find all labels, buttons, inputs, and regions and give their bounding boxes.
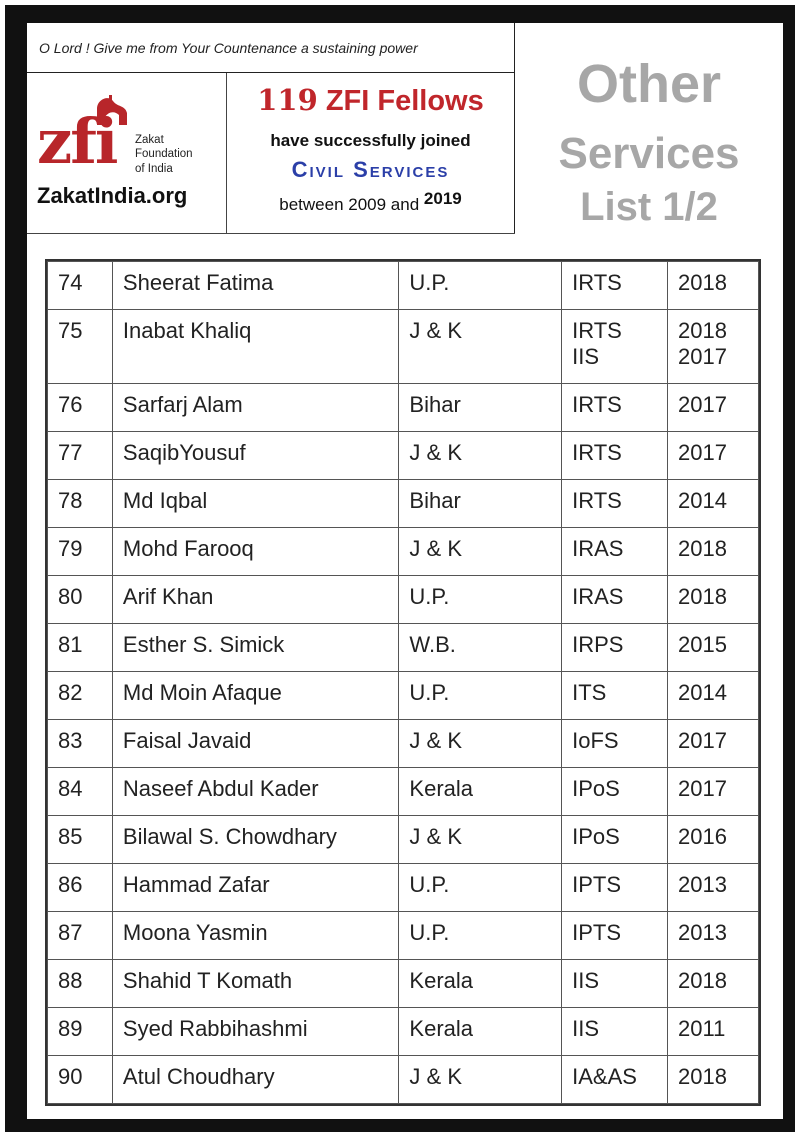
year-cell [668, 960, 759, 1008]
year-cell [668, 624, 759, 672]
name-cell-text: Faisal Javaid [122, 728, 252, 753]
year-cell [668, 864, 759, 912]
year-cell [668, 816, 759, 864]
serial-number-cell [48, 1056, 113, 1104]
service-cell-text: IRPS [572, 632, 624, 657]
year-cell-text: 2016 [678, 824, 727, 849]
year-cell [668, 310, 759, 384]
year-cell-text: 2018 [678, 584, 727, 609]
state-cell [399, 816, 562, 864]
table-row [48, 528, 759, 576]
serial-number-cell-text: 87 [58, 920, 83, 945]
serial-number-cell-text: 82 [58, 680, 83, 705]
name-cell-text: Md Iqbal [122, 488, 208, 513]
table-body [48, 262, 759, 1104]
state-cell [399, 672, 562, 720]
state-cell-text: J & K [409, 318, 462, 343]
state-cell-text: Kerala [409, 776, 474, 801]
name-cell-text: Naseef Abdul Kader [122, 776, 319, 801]
service-cell-text: IoFS [572, 728, 619, 753]
year-cell-text: 2018 [678, 1064, 727, 1089]
serial-number-cell [48, 384, 113, 432]
year-cell [668, 912, 759, 960]
serial-number-cell [48, 624, 113, 672]
title-line-1: Other [576, 54, 722, 114]
name-cell [112, 624, 399, 672]
table-row [48, 1008, 759, 1056]
service-cell-text: ITS [572, 680, 607, 705]
year-cell-text: 2013 [678, 920, 727, 945]
serial-number-cell-text: 85 [58, 824, 83, 849]
table-row [48, 310, 759, 384]
service-cell [562, 816, 668, 864]
state-cell-text: Bihar [409, 488, 461, 513]
service-cell-text: IIS [572, 968, 600, 993]
service-cell [562, 576, 668, 624]
serial-number-cell [48, 960, 113, 1008]
quote-banner [27, 23, 515, 73]
table-row [48, 768, 759, 816]
state-cell-text: J & K [409, 1064, 462, 1089]
serial-number-cell-text: 75 [58, 318, 83, 343]
state-cell [399, 768, 562, 816]
service-cell [562, 310, 668, 384]
name-cell [112, 768, 399, 816]
state-cell [399, 262, 562, 310]
zfi-logo-block [27, 73, 227, 233]
name-cell [112, 1008, 399, 1056]
service-cell [562, 912, 668, 960]
fellows-headline [227, 83, 514, 118]
between-text: between 2009 and [279, 195, 420, 214]
service-cell [562, 960, 668, 1008]
state-cell-text: J & K [409, 728, 462, 753]
serial-number-cell [48, 528, 113, 576]
fellows-info [227, 73, 515, 233]
table-row [48, 816, 759, 864]
year-cell-text: 2017 [678, 440, 727, 465]
service-cell-text: IRAS [572, 536, 624, 561]
serial-number-cell-text: 81 [58, 632, 83, 657]
state-cell [399, 1008, 562, 1056]
state-cell-text: U.P. [409, 584, 450, 609]
name-cell [112, 576, 399, 624]
name-cell [112, 1056, 399, 1104]
website-text: ZakatIndia.org [37, 183, 188, 208]
state-cell [399, 912, 562, 960]
state-cell [399, 864, 562, 912]
serial-number-cell [48, 310, 113, 384]
state-cell-text: U.P. [409, 872, 450, 897]
year-cell-text: 2017 [678, 728, 727, 753]
state-cell [399, 384, 562, 432]
year-cell-text-2: 2017 [678, 344, 727, 369]
name-cell [112, 528, 399, 576]
year-cell [668, 432, 759, 480]
name-cell-text: Bilawal S. Chowdhary [122, 824, 337, 849]
state-cell [399, 432, 562, 480]
serial-number-cell-text: 88 [58, 968, 83, 993]
service-cell-text: IA&AS [572, 1064, 637, 1089]
state-cell-text: J & K [409, 440, 462, 465]
name-cell [112, 720, 399, 768]
year-cell [668, 262, 759, 310]
year-cell-text: 2018 [678, 968, 727, 993]
year-cell [668, 1056, 759, 1104]
service-cell [562, 1008, 668, 1056]
state-cell-text: J & K [409, 536, 462, 561]
table-row [48, 912, 759, 960]
name-cell-text: Inabat Khaliq [122, 318, 252, 343]
name-cell-text: Sheerat Fatima [122, 270, 274, 295]
org-name-line: of India [135, 162, 173, 175]
service-cell-text: IRTS [572, 270, 622, 295]
poster-content [27, 23, 783, 1119]
state-cell-text: W.B. [409, 632, 456, 657]
name-cell-text: Moona Yasmin [122, 920, 268, 945]
org-name [135, 133, 193, 176]
state-cell [399, 720, 562, 768]
quote-text: O Lord ! Give me from Your Countenance a sustaining power [39, 39, 418, 56]
serial-number-cell-text: 86 [58, 872, 83, 897]
service-cell-text: IIS [572, 1016, 600, 1041]
table-row [48, 480, 759, 528]
state-cell-text: Kerala [409, 1016, 474, 1041]
name-cell-text: Esther S. Simick [122, 632, 285, 657]
service-cell-text: IRAS [572, 584, 624, 609]
joined-text: have successfully joined [270, 131, 471, 150]
serial-number-cell-text: 80 [58, 584, 83, 609]
service-cell [562, 1056, 668, 1104]
zfi-logo-text: zfi [37, 105, 117, 178]
service-cell [562, 384, 668, 432]
name-cell [112, 960, 399, 1008]
serial-number-cell-text: 74 [58, 270, 83, 295]
service-cell-text: IRTS [572, 318, 622, 343]
name-cell [112, 816, 399, 864]
state-cell [399, 576, 562, 624]
service-cell [562, 528, 668, 576]
serial-number-cell [48, 672, 113, 720]
year-cell-text: 2013 [678, 872, 727, 897]
name-cell [112, 432, 399, 480]
serial-number-cell [48, 816, 113, 864]
state-cell-text: J & K [409, 824, 462, 849]
service-cell [562, 864, 668, 912]
poster-frame [5, 5, 795, 1132]
service-cell-text-2: IIS [572, 344, 600, 369]
year-cell-text: 2017 [678, 392, 727, 417]
serial-number-cell-text: 77 [58, 440, 83, 465]
serial-number-cell [48, 576, 113, 624]
serial-number-cell-text: 90 [58, 1064, 83, 1089]
period-text [227, 189, 514, 215]
serial-number-cell [48, 864, 113, 912]
table-row [48, 720, 759, 768]
serial-number-cell [48, 480, 113, 528]
org-name-line: Foundation [135, 148, 193, 161]
table-row [48, 384, 759, 432]
state-cell [399, 960, 562, 1008]
name-cell [112, 310, 399, 384]
name-cell-text: Sarfarj Alam [122, 392, 243, 417]
service-cell [562, 672, 668, 720]
year-cell [668, 768, 759, 816]
year-cell-text: 2014 [678, 680, 727, 705]
service-cell-text: IPTS [572, 872, 622, 897]
name-cell-text: Shahid T Komath [122, 968, 293, 993]
year-cell-text: 2018 [678, 536, 727, 561]
fellows-table [45, 259, 761, 1106]
service-cell [562, 262, 668, 310]
service-cell [562, 432, 668, 480]
serial-number-cell [48, 1008, 113, 1056]
name-cell-text: SaqibYousuf [122, 440, 246, 465]
service-cell [562, 720, 668, 768]
state-cell [399, 528, 562, 576]
serial-number-cell [48, 262, 113, 310]
name-cell-text: Mohd Farooq [122, 536, 254, 561]
civil-services-text: Civil Services [291, 157, 450, 182]
serial-number-cell [48, 912, 113, 960]
name-cell [112, 384, 399, 432]
state-cell-text: Bihar [409, 392, 461, 417]
name-cell [112, 480, 399, 528]
service-cell-text: IPTS [572, 920, 622, 945]
year-cell [668, 480, 759, 528]
state-cell [399, 310, 562, 384]
table-row [48, 864, 759, 912]
serial-number-cell [48, 768, 113, 816]
table-row [48, 672, 759, 720]
table-row [48, 960, 759, 1008]
year-cell [668, 528, 759, 576]
service-cell [562, 480, 668, 528]
fellows-label: ZFI Fellows [325, 85, 484, 117]
service-cell-text: IRTS [572, 488, 622, 513]
state-cell-text: Kerala [409, 968, 474, 993]
year-cell [668, 1008, 759, 1056]
state-cell [399, 1056, 562, 1104]
state-cell-text: U.P. [409, 270, 450, 295]
year-cell [668, 576, 759, 624]
year-cell-text: 2015 [678, 632, 727, 657]
name-cell [112, 864, 399, 912]
name-cell-text: Arif Khan [122, 584, 214, 609]
title-line-2: Services [558, 129, 740, 178]
year-cell-text: 2018 [678, 270, 727, 295]
name-cell-text: Syed Rabbihashmi [122, 1016, 308, 1041]
serial-number-cell-text: 84 [58, 776, 83, 801]
name-cell-text: Hammad Zafar [122, 872, 270, 897]
service-cell-text: IRTS [572, 392, 622, 417]
year-cell [668, 384, 759, 432]
fellows-count: 119 [257, 83, 318, 117]
year-cell-text: 2011 [678, 1016, 726, 1041]
name-cell-text: Atul Choudhary [122, 1064, 275, 1089]
serial-number-cell-text: 89 [58, 1016, 83, 1041]
state-cell [399, 624, 562, 672]
table-row [48, 624, 759, 672]
year-cell-text: 2018 [678, 318, 727, 343]
service-cell [562, 624, 668, 672]
year-cell-text: 2014 [678, 488, 727, 513]
serial-number-cell [48, 720, 113, 768]
year-cell [668, 672, 759, 720]
service-cell [562, 768, 668, 816]
name-cell [112, 912, 399, 960]
table-row [48, 576, 759, 624]
name-cell-text: Md Moin Afaque [122, 680, 282, 705]
state-cell [399, 480, 562, 528]
table-row [48, 262, 759, 310]
service-cell-text: IPoS [572, 776, 620, 801]
table-row [48, 1056, 759, 1104]
table-row [48, 432, 759, 480]
serial-number-cell-text: 76 [58, 392, 83, 417]
org-name-line: Zakat [135, 134, 164, 146]
title-line-3: List 1/2 [580, 185, 718, 229]
list-title [515, 23, 783, 245]
serial-number-cell-text: 83 [58, 728, 83, 753]
name-cell [112, 672, 399, 720]
state-cell-text: U.P. [409, 920, 450, 945]
year-cell [668, 720, 759, 768]
service-cell-text: IPoS [572, 824, 620, 849]
end-year: 2019 [423, 189, 462, 208]
name-cell [112, 262, 399, 310]
serial-number-cell [48, 432, 113, 480]
year-cell-text: 2017 [678, 776, 727, 801]
header-divider [27, 233, 515, 234]
serial-number-cell-text: 78 [58, 488, 83, 513]
service-cell-text: IRTS [572, 440, 622, 465]
serial-number-cell-text: 79 [58, 536, 83, 561]
state-cell-text: U.P. [409, 680, 450, 705]
